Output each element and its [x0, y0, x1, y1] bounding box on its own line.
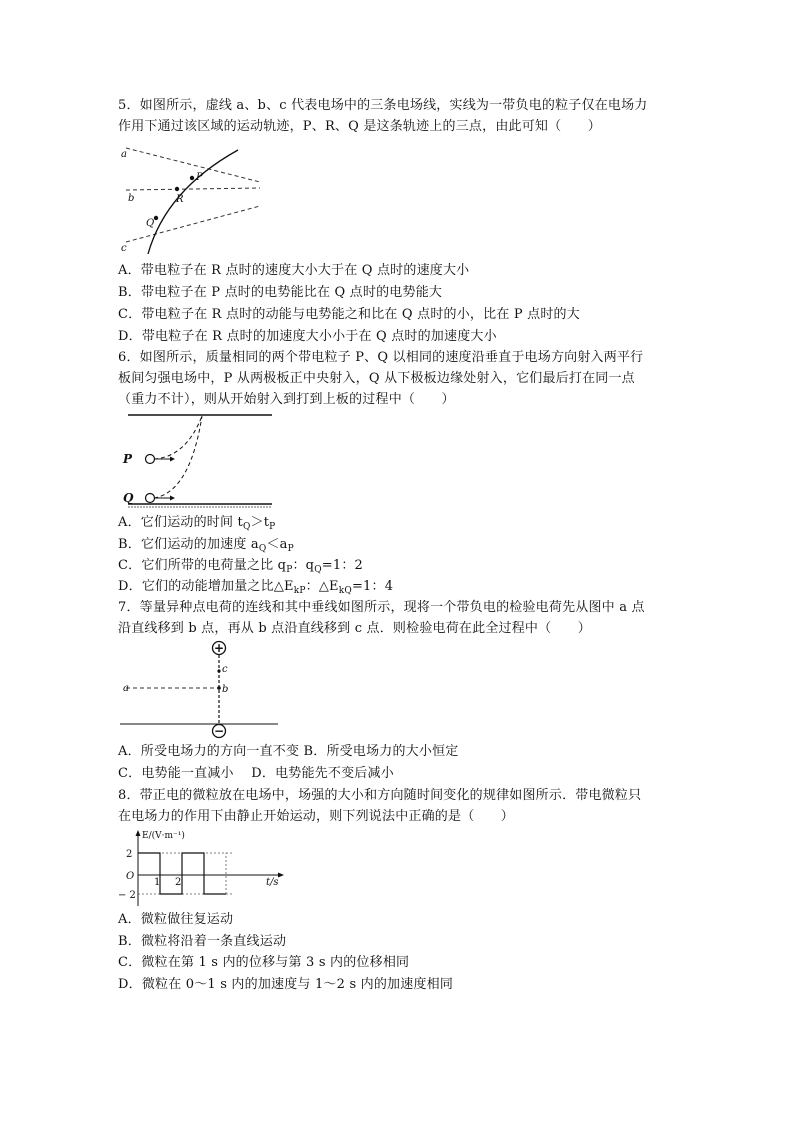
x-tick-1: 1: [154, 877, 161, 888]
label-c: c: [222, 664, 228, 675]
q8-option-d: D．微粒在 0～1 s 内的加速度与 1～2 s 内的加速度相同: [118, 977, 454, 992]
y-tick-neg2: − 2: [118, 890, 136, 901]
point-b: [217, 686, 221, 690]
q7-option-cd: C．电势能一直减小 D．电势能先不变后减小: [118, 766, 394, 781]
particle-Q: [146, 494, 155, 503]
y-tick-2: 2: [126, 849, 133, 860]
x-axis-label: t/s: [266, 877, 279, 888]
velocity-arrow-Q: [170, 496, 175, 501]
label-Q: Q: [146, 218, 155, 229]
trajectory-P: [154, 416, 202, 459]
label-Q: Q: [123, 491, 134, 505]
q6-stem-line-2: 板间匀强电场中，P 从两极板正中央射入，Q 从下极板边缘处射入，它们最后打在同一点: [118, 371, 635, 386]
q5-stem-line-2: 作用下通过该区域的运动轨迹，P、R、Q 是这条轨迹上的三点，由此可知（ ）: [118, 119, 601, 134]
label-b: b: [128, 193, 135, 204]
particle-trajectory: [148, 150, 238, 254]
point-R: [175, 187, 179, 191]
q8-stem-line-1: 8．带正电的微粒放在电场中，场强的大小和方向随时间变化的规律如图所示．带电微粒只: [118, 788, 642, 803]
q5-option-b: B．带电粒子在 P 点时的电势能比在 Q 点时的电势能大: [118, 285, 443, 300]
q6-option-c: C．它们所带的电荷量之比 $q_P$：$q_Q=1$：2: [118, 558, 364, 575]
field-line-b: [126, 188, 260, 190]
label-R: R: [176, 194, 184, 205]
label-a: a: [123, 683, 129, 694]
q6-stem-line-3: （重力不计），则从开始射入到打到上板的过程中（ ）: [118, 392, 455, 407]
q6-stem-line-1: 6．如图所示，质量相同的两个带电粒子 P、Q 以相同的速度沿垂直于电场方向射入两平行: [118, 350, 644, 365]
q5-figure: [118, 142, 268, 254]
label-c: c: [121, 243, 127, 254]
minus-sign: −: [213, 724, 225, 738]
q5-option-d: D．带电粒子在 R 点时的加速度大小小于在 Q 点时的加速度大小: [118, 329, 497, 344]
velocity-arrow-P: [170, 457, 175, 462]
q8-option-a: A．微粒做往复运动: [118, 912, 234, 927]
trajectory-Q: [154, 416, 202, 498]
point-c: [217, 669, 220, 672]
field-waveform: [138, 853, 226, 894]
y-axis-label: E/(V·m⁻¹): [142, 831, 185, 841]
q8-figure: [118, 828, 288, 910]
label-P: P: [123, 452, 133, 466]
point-Q: [154, 216, 158, 220]
x-tick-2: 2: [175, 877, 182, 888]
q6-option-a: A．它们运动的时间 $t_Q>t_P$: [118, 515, 276, 532]
q7-figure: [118, 640, 278, 740]
q8-option-b: B．微粒将沿着一条直线运动: [118, 934, 287, 949]
q7-option-ab: A．所受电场力的方向一直不变 B．所受电场力的大小恒定: [118, 744, 459, 759]
q8-option-c: C．微粒在第 1 s 内的位移与第 3 s 内的位移相同: [118, 955, 410, 970]
q5-option-c: C．带电粒子在 R 点时的动能与电势能之和比在 Q 点时的小，比在 P 点时的大: [118, 307, 580, 322]
label-b: b: [222, 684, 229, 695]
q6-figure: [118, 412, 278, 510]
q8-stem-line-2: 在电场力的作用下由静止开始运动，则下列说法中正确的是（ ）: [118, 809, 515, 824]
q6-option-b: B．它们运动的加速度 $a_Q<a_P$: [118, 537, 294, 554]
q6-option-d: D．它们的动能增加量之比$\triangle E_{kP}$：$\triangle E_{kQ}=1$：4: [118, 579, 394, 596]
q5-option-a: A．带电粒子在 R 点时的速度大小大于在 Q 点时的速度大小: [118, 263, 470, 278]
q7-stem-line-2: 沿直线移到 b 点，再从 b 点沿直线移到 c 点．则检验电荷在此全过程中（ ）: [118, 621, 591, 636]
label-P: P: [196, 172, 203, 183]
particle-P: [146, 455, 155, 464]
origin-label: O: [126, 871, 135, 882]
q5-stem-line-1: 5．如图所示，虚线 a、b、c 代表电场中的三条电场线，实线为一带负电的粒子仅在电场力: [118, 98, 648, 113]
label-a: a: [121, 149, 127, 160]
plus-sign: +: [213, 641, 225, 655]
point-P: [190, 176, 194, 180]
q7-stem-line-1: 7．等量异种点电荷的连线和其中垂线如图所示，现将一个带负电的检验电荷先从图中 a 点: [118, 600, 645, 615]
